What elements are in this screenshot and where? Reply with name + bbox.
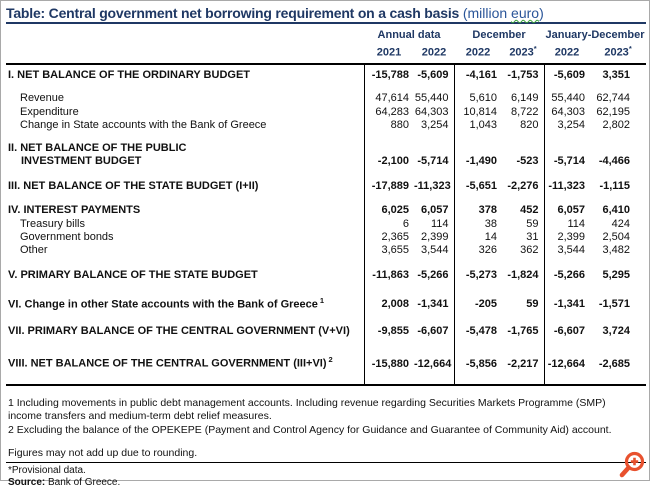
cell-value: -5,856 [454,338,502,385]
cell-value: 64,303 [544,105,590,119]
footnotes [6,397,628,438]
cell-value: -5,609 [544,64,590,82]
year-header-dec-2022: 2022 [454,42,502,64]
table-row [6,244,646,257]
cell-value: -1,824 [507,268,539,281]
year-header-row [6,42,646,64]
cell-value: 14 [454,231,502,244]
cell-value: -4,466 [598,154,631,167]
cell-value: -2,685 [590,338,646,385]
page-title [6,5,646,22]
table-row [6,64,646,82]
zoom-in-icon[interactable] [617,450,647,480]
cell-value: -5,478 [454,311,502,338]
cell-value: 114 [544,217,590,231]
year-header-jandec-2022: 2022 [544,42,590,64]
cell-value: 326 [454,244,502,257]
cell-value: 3,351 [602,68,631,81]
cell-value: 3,724 [602,325,631,338]
cell-value: 38 [454,217,502,231]
row-label: Change in State accounts with the Bank of Greece [20,118,267,131]
year-header-annual-2022: 2022 [414,42,454,64]
row-label: IV. INTEREST PAYMENTS [8,203,141,216]
provisional-note: *Provisional data. [8,465,86,477]
year-header-dec-2023: 2023* [502,42,544,64]
cell-value: -4,161 [454,64,502,82]
cell-value: 5,295 [602,268,631,281]
title-underline [6,22,646,24]
cell-value: 378 [454,193,502,217]
page-title-unit: (million euro) [462,5,544,21]
row-label: II. NET BALANCE OF THE PUBLIC INVESTMENT BUDGET [8,141,187,167]
table-row [6,217,646,231]
column-group-january-december: January-December [545,29,645,41]
header-spacer [6,42,364,64]
cell-value: -17,889 [364,168,414,193]
cell-value: 8,722 [511,105,539,118]
table-row [6,231,646,244]
cell-value: -1,753 [507,68,539,81]
table-row [6,168,646,193]
cell-value: -5,273 [454,257,502,282]
cell-value: 3,655 [364,244,414,257]
cell-value: 114 [430,217,449,230]
cell-value: -5,714 [417,154,449,167]
cell-value: -1,341 [544,282,590,312]
table-row [6,282,646,312]
cell-value: 3,544 [420,243,449,256]
page-title-main: Table: Central government net borrowing requirement on a cash basis [6,5,460,21]
footnote-line: 1 Including movements in public debt management accounts. Including revenue regarding Securities Markets Programme (SMP) [8,396,606,409]
cell-value: -2,276 [507,179,539,192]
cell-value: 59 [526,217,539,230]
cell-value: -1,115 [599,179,631,192]
row-label: VI. Change in other State accounts with the Bank of Greece $^1$ [8,295,325,311]
row-label: Other [20,243,48,256]
table-row [6,82,646,105]
cell-value: 10,814 [454,105,502,119]
table-header [6,27,646,64]
cell-value: 2,504 [602,230,631,243]
cell-value: 6,057 [544,193,590,217]
cell-value: 1,043 [454,119,502,132]
cell-value: -12,664 [414,338,454,385]
cell-value: -1,341 [417,298,449,311]
cell-value: 59 [526,298,539,311]
header-spacer [6,27,364,42]
cell-value: 2,802 [602,118,631,131]
cell-value: -12,664 [544,338,590,385]
cell-value: 62,195 [596,105,631,118]
cell-value: -1,765 [507,325,539,338]
footnote-line: 2 Excluding the balance of the OPEKEPE (Payment and Control Agency for Guidance and Guarantee of Community Aid) account. [8,423,612,436]
rounding-note: Figures may not add up due to rounding. [8,447,198,460]
cell-value: -15,880 [364,338,414,385]
cell-value: 3,482 [602,243,631,256]
cell-value: -1,490 [454,132,502,168]
row-label: Government bonds [20,230,114,243]
row-label: I. NET BALANCE OF THE ORDINARY BUDGET [8,68,251,81]
cell-value: -9,855 [364,311,414,338]
source-line [6,477,649,489]
cell-value: -6,607 [417,325,449,338]
source-text: Bank of Greece. [48,477,121,489]
row-label: VII. PRIMARY BALANCE OF THE CENTRAL GOVERNMENT (V+VI) [8,325,350,338]
cell-value: 55,440 [544,82,590,105]
cell-value: -5,714 [544,132,590,168]
table-row [6,132,646,168]
table-row [6,105,646,119]
cell-value: 62,744 [596,91,631,104]
cell-value: -2,100 [364,132,414,168]
cell-value: 64,283 [364,105,414,119]
cell-value: 6,057 [420,203,449,216]
cell-value: 6 [364,217,414,231]
cell-value: 55,440 [414,91,449,104]
cell-value: 820 [520,118,539,131]
cell-value: 3,254 [420,118,449,131]
cell-value: 64,303 [414,105,449,118]
cell-value: 47,614 [364,82,414,105]
cell-value: -523 [516,154,539,167]
cell-value: 3,254 [544,119,590,132]
cell-value: 5,610 [454,82,502,105]
row-label: V. PRIMARY BALANCE OF THE STATE BUDGET [8,268,258,281]
row-label: Expenditure [20,105,79,118]
cell-value: -5,651 [454,168,502,193]
cell-value: -6,607 [544,311,590,338]
table-row [6,119,646,132]
year-header-jandec-2023: 2023* [590,42,646,64]
source-label: Source: [8,477,46,489]
cell-value: -205 [454,282,502,312]
cell-value: 452 [520,203,539,216]
cell-value: 6,410 [602,203,631,216]
cell-value: 3,544 [544,244,590,257]
cell-value: 2,008 [364,282,414,312]
cell-value: -5,266 [417,268,449,281]
row-label: VIII. NET BALANCE OF THE CENTRAL GOVERNMENT (III+VI) $^2$ [6,338,364,385]
cell-value: -15,788 [364,64,414,82]
cell-value: -1,571 [598,298,631,311]
cell-value: 2,399 [420,230,449,243]
cell-value: -11,863 [364,257,414,282]
column-group-december: December [472,29,526,41]
cell-value: 2,365 [364,231,414,244]
cell-value: 2,399 [544,231,590,244]
table-row [6,257,646,282]
table-row [6,311,646,338]
table-row [6,193,646,217]
cell-value: -5,609 [417,68,449,81]
cell-value: -11,323 [544,168,590,193]
footnote-line: income transfers and medium-term debt relief measures. [8,410,272,423]
row-label: III. NET BALANCE OF THE STATE BUDGET (I+II) [8,179,259,192]
cell-value: 880 [364,119,414,132]
cell-value: -5,266 [544,257,590,282]
cell-value: -2,217 [502,338,544,385]
cell-value: 6,025 [364,193,414,217]
row-label: Treasury bills [20,217,85,230]
cell-value: 6,149 [511,91,539,104]
cell-value: -11,323 [414,179,451,192]
row-label: Revenue [20,91,65,104]
table-body [6,64,646,385]
cell-value: 31 [526,230,539,243]
cell-value: 424 [611,217,631,230]
column-group-annual-data: Annual data [377,29,441,41]
footer-divider [6,462,646,463]
year-header-annual-2021: 2021 [364,42,414,64]
table-row [6,338,646,385]
column-group-row [6,27,646,42]
cell-value: 362 [520,243,539,256]
data-table [6,27,646,386]
